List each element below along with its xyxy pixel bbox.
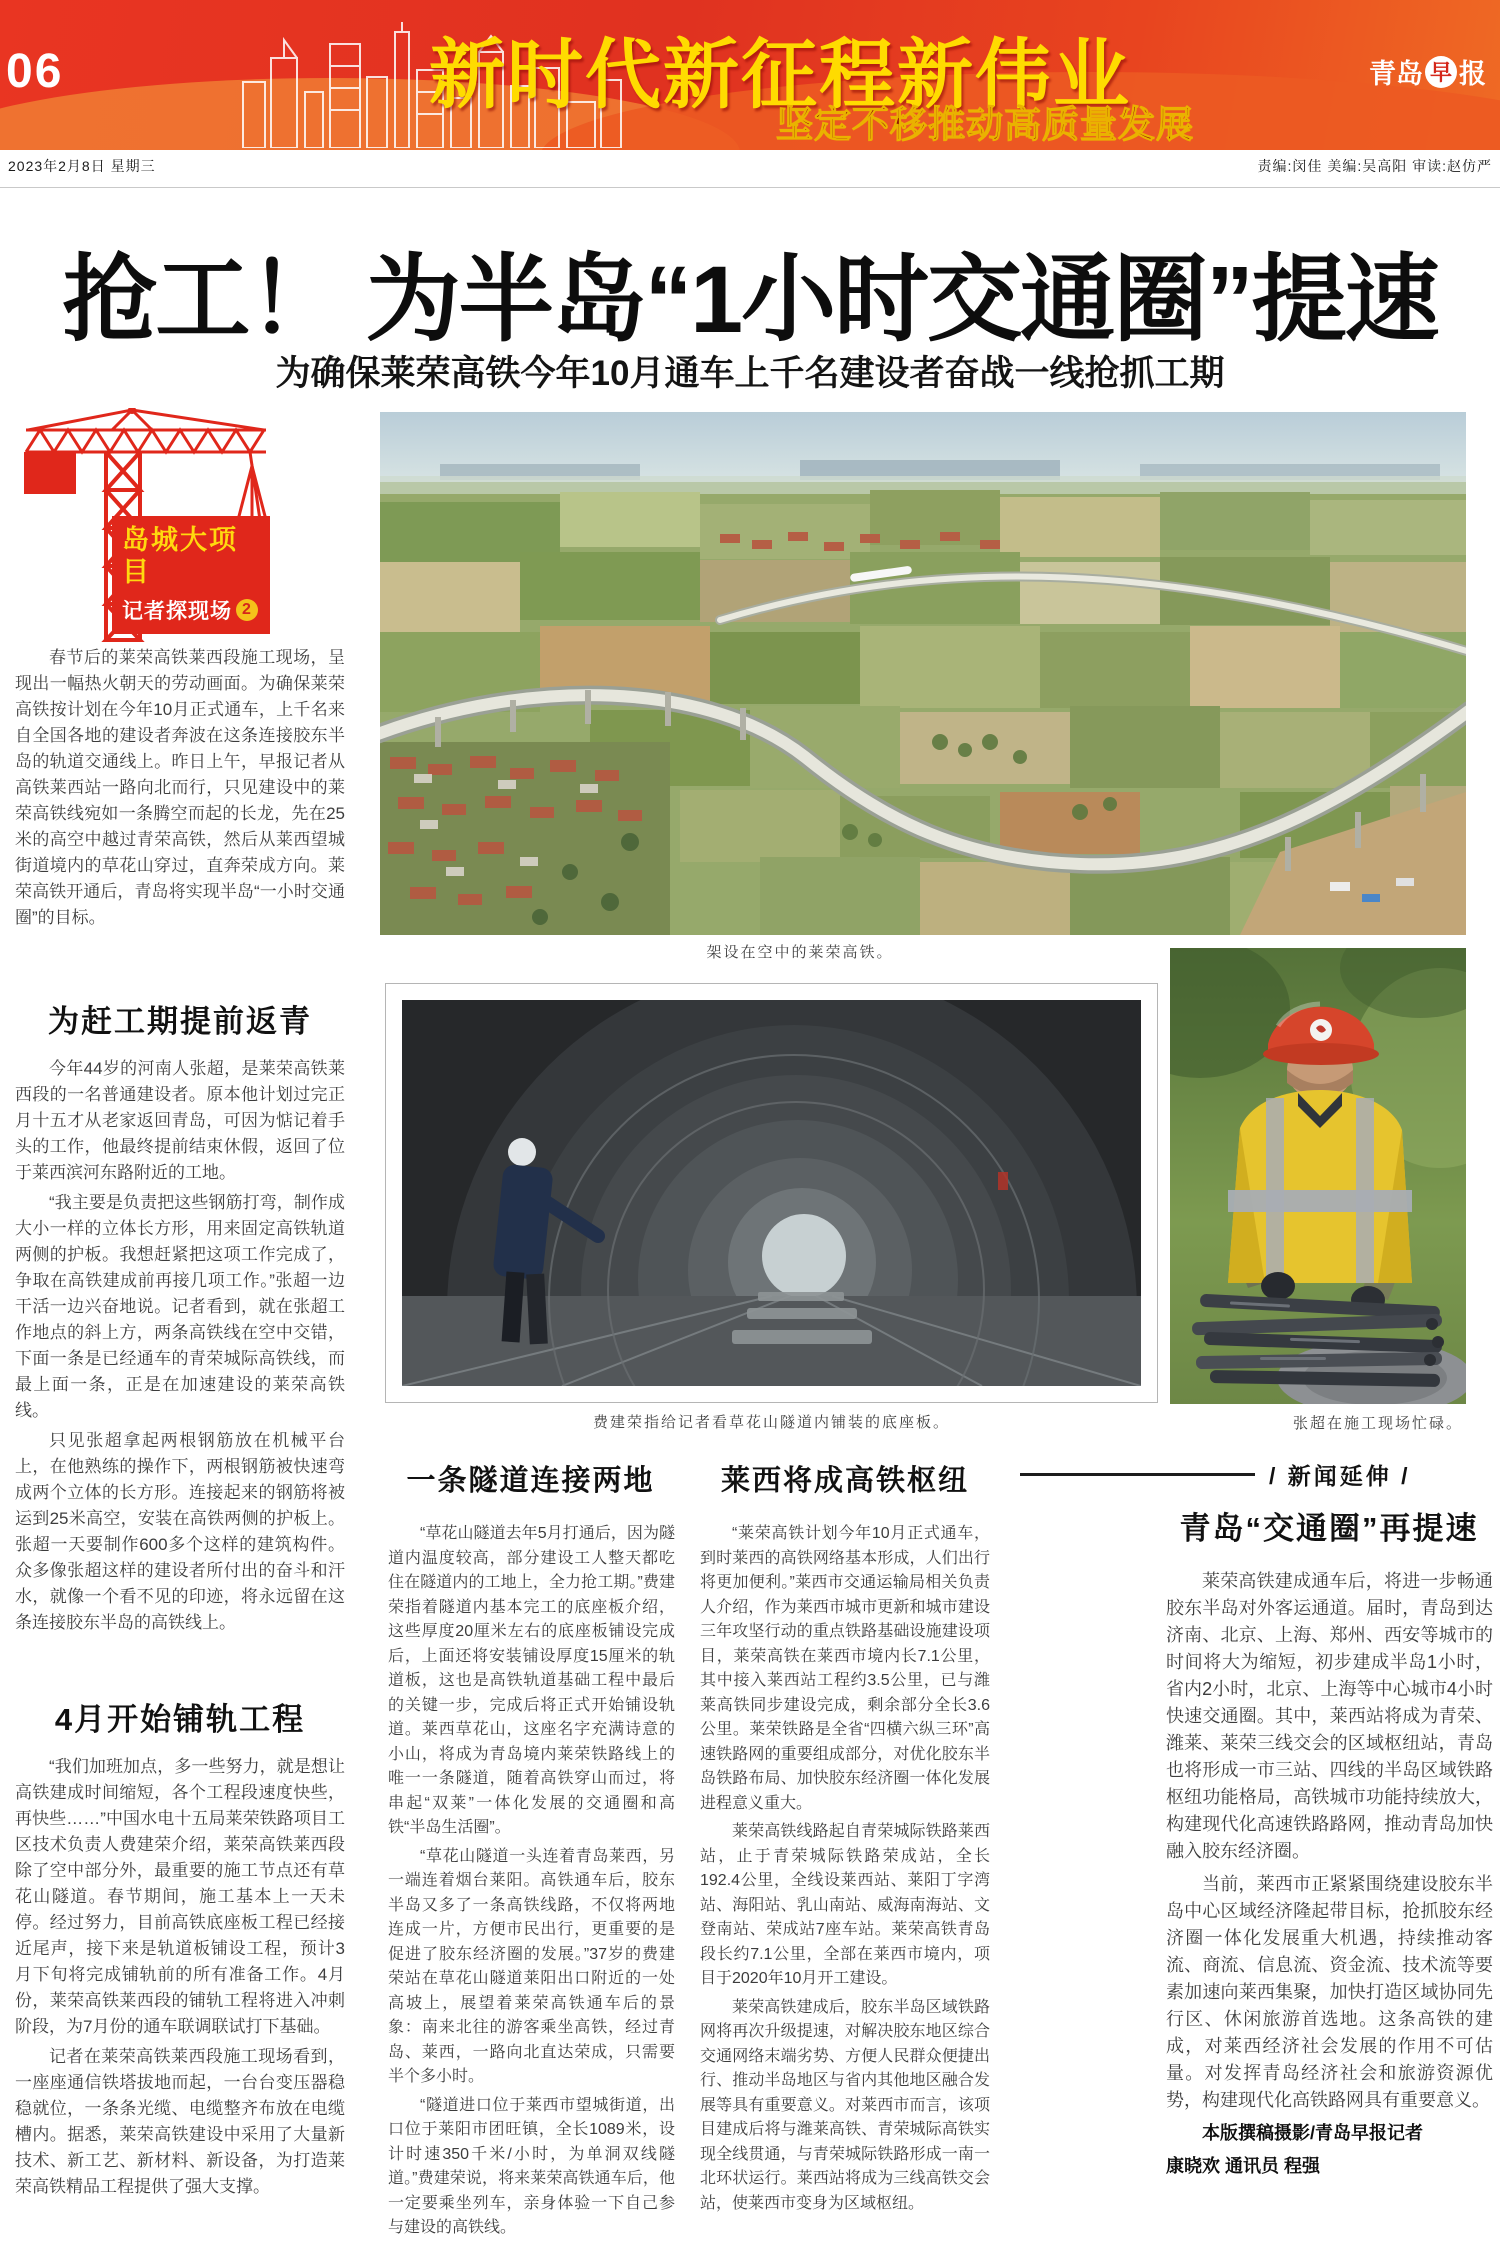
sub-headline: 为确保莱荣高铁今年10月通车上千名建设者奋战一线抢抓工期 <box>275 354 1225 393</box>
tunnel-photo-frame <box>385 983 1158 1403</box>
paragraph: 记者在莱荣高铁莱西段施工现场看到，一座座通信铁塔拔地而起，一台台变压器稳稳就位，一条条光缆、电缆整齐布放在电缆槽内。据悉，莱荣高铁建设中采用了大量新技术、新工艺、新材料、新设备，为打造莱荣高铁精品工程提供了强大支撑。 <box>15 2047 345 2196</box>
paragraph: “隧道进口位于莱西市望城街道，出口位于莱阳市团旺镇，全长1089米，设计时速350千米/小时，为单洞双线隧道。”费建荣说，将来莱荣高铁通车后，他一定要乘坐列车，亲身体验一下自己参与建设的高铁线。 <box>388 2096 675 2236</box>
series-badge <box>112 516 270 634</box>
paragraph: “草花山隧道去年5月打通后，因为隧道内温度较高，部分建设工人整天都吃住在隧道内的工地上，全力抢工期。”费建荣指着隧道内基本完工的底座板介绍，这些厚度20厘米左右的底座板铺设完成后，上面还将安装铺设厚度15厘米的轨道板，这也是高铁轨道基础工程中最后的关键一步，完成后将正式开始铺设轨道。莱西草花山，这座名字充满诗意的小山，将成为青岛境内莱荣铁路线上的唯一一条隧道，随着高铁穿山而过，将串起“双莱”一体化发展的交通圈和高铁“半岛生活圈”。 <box>388 1525 675 1836</box>
paragraph: 莱荣高铁建成后，胶东半岛区域铁路网将再次升级提速，对解决胶东地区综合交通网络末端劣势、方便人民群众便捷出行、推动半岛地区与省内其他地区融合发展等具有重要意义。对莱西市而言，该项目建成后将与潍莱高铁、青荣城际高铁实现全线贯通，与青荣城际铁路形成一南一北环状运行。莱西站将成为三线高铁交会站，使莱西市变身为区域枢纽。 <box>700 1998 990 2212</box>
tunnel-photo <box>402 1000 1141 1386</box>
masthead-prefix: 青岛 <box>1369 59 1423 89</box>
section-heading-tracklaying: 4月开始铺轨工程 <box>54 1702 306 1737</box>
paragraph: 莱荣高铁线路起自青荣城际铁路莱西站，止于青荣城际铁路荣成站，全长192.4公里，全线设莱西站、莱阳丁字湾站、海阳站、乳山南站、威海南海站、文登南站、荣成站7座车站。莱荣高铁青岛段长约7.1公里，全部在莱西市境内，项目于2020年10月开工建设。 <box>700 1823 990 1987</box>
byline-credit-1: 本版撰稿摄影/青岛早报记者 <box>1202 2123 1423 2143</box>
editors-line: 责编:闵佳 美编:吴高阳 审读:赵仿严 <box>1257 158 1492 174</box>
lead-text: 春节后的莱荣高铁莱西段施工现场，呈现出一幅热火朝天的劳动画面。为确保莱荣高铁按计划在今年10月正式通车，上千名来自全国各地的建设者奔波在这条连接胶东半岛的轨道交通线上。昨日上午，早报记者从高铁莱西站一路向北而行，只见建设中的莱荣高铁线宛如一条腾空而起的长龙，先在25米的高空中越过青荣高铁，然后从莱西望城街道境内的草花山穿过，直奔荣成方向。莱荣高铁开通后，青岛将实现半岛“一小时交通圈”的目标。 <box>15 648 345 927</box>
worker-photo-caption: 张超在施工现场忙碌。 <box>1292 1415 1463 1432</box>
distant-city <box>380 460 1466 494</box>
paragraph: 当前，莱西市正紧紧围绕建设胶东半岛中心区域经济隆起带目标，抢抓胶东经济圈一体化发展重大机遇，持续推动客流、商流、信息流、资金流、技术流等要素加速向莱西集聚，加快打造区域协同先行区、休闲旅游首选地。这条高铁的建成，对莱西经济社会发展的作用不可估量。对发挥青岛经济社会和旅游资源优势，构建现代化高铁路网具有重要意义。 <box>1166 1874 1493 2110</box>
lead-paragraph <box>15 645 345 935</box>
section-heading-hub: 莱西将成高铁枢纽 <box>720 1465 969 1497</box>
masthead-circle-glyph: 早 <box>1425 56 1457 88</box>
section-body-hub <box>700 1522 990 2220</box>
banner-subtitle: 坚定不移推动高质量发展 <box>776 104 1194 145</box>
series-badge-subtitle-text: 记者探现场 <box>122 599 232 623</box>
paragraph: “我主要是负责把这些钢筋打弯，制作成大小一样的立体长方形，用来固定高铁轨道两侧的护板。我想赶紧把这项工作完成了，争取在高铁建成前再接几项工作。”张超一边干活一边兴奋地说。记者看到，就在张超工作地点的斜上方，两条高铁线在空中交错，下面一条是已经通车的青荣城际高铁线，而最上面一条，正是在加速建设的莱荣高铁线。 <box>15 1193 345 1420</box>
aerial-photo-caption: 架设在空中的莱荣高铁。 <box>706 944 894 961</box>
village-cluster-bottom-left <box>380 742 670 935</box>
section-body-tunnel <box>388 1522 675 2243</box>
paragraph: 今年44岁的河南人张超，是莱荣高铁莱西段的一名普通建设者。原本他计划过完正月十五才从老家返回青岛，可因为惦记着手头的工作，他最终提前结束休假，返回了位于莱西滨河东路附近的工地。 <box>15 1059 345 1182</box>
worker-photo <box>1170 948 1466 1404</box>
section-body-return <box>15 1056 345 1640</box>
series-badge-subtitle <box>122 595 262 625</box>
paragraph: “我们加班加点，多一些努力，就是想让高铁建成时间缩短，各个工程段速度快些，再快些……”中国水电十五局莱荣铁路项目工区技术负责人费建荣介绍，莱荣高铁莱西段除了空中部分外，最重要的施工节点还有草花山隧道。春节期间，施工基本上一天未停。经过努力，目前高铁底座板工程已经接近尾声，接下来是轨道板铺设工程，预计3月下旬将完成铺轨前的所有准备工作。4月份，莱荣高铁莱西段的铺轨工程将进入冲刺阶段，为7月份的通车联调联试打下基础。 <box>15 1757 345 2036</box>
page-number: 06 <box>6 45 64 98</box>
section-heading-speedup: 青岛“交通圈”再提速 <box>1179 1511 1479 1546</box>
section-body-speedup <box>1166 1568 1493 2186</box>
top-banner <box>0 0 1500 150</box>
section-heading-tunnel: 一条隧道连接两地 <box>406 1465 655 1497</box>
section-heading-return: 为赶工期提前返青 <box>48 1004 312 1039</box>
paragraph: “草花山隧道一头连着青岛莱西，另一端连着烟台莱阳。高铁通车后，胶东半岛又多了一条高铁线路，不仅将两地连成一片，方便市民出行，更重要的是促进了胶东经济圈的发展。”37岁的费建荣站在草花山隧道莱阳出口附近的一处高坡上，展望着莱荣高铁通车后的景象：南来北往的游客乘坐高铁，经过青岛、莱西，一路向北直达荣成，只需要半个多小时。 <box>388 1847 675 2085</box>
byline-credit-2: 康晓欢 通讯员 程强 <box>1166 2156 1321 2176</box>
tunnel-photo-caption: 费建荣指给记者看草花山隧道内铺装的底座板。 <box>592 1414 950 1431</box>
masthead-suffix: 报 <box>1459 59 1486 89</box>
banner-title: 新时代新征程新伟业 <box>429 33 1131 118</box>
series-number-badge: 2 <box>236 599 258 621</box>
newspaper-masthead-logo <box>1369 52 1486 91</box>
issue-date: 2023年2月8日 星期三 <box>8 158 156 174</box>
series-badge-title: 岛城大项目 <box>122 525 238 588</box>
aerial-railway-photo <box>380 412 1466 935</box>
extension-rule <box>1020 1473 1255 1476</box>
section-body-tracklaying <box>15 1754 345 2204</box>
paragraph: 莱荣高铁建成通车后，将进一步畅通胶东半岛对外客运通道。届时，青岛到达济南、北京、上海、郑州、西安等城市的时间将大为缩短，初步建成半岛1小时，省内2小时，北京、上海等中心城市4小时快速交通圈。其中，莱西站将成为青荣、潍莱、莱荣三线交会的区域枢纽站，青岛也将形成一市三站、四线的半岛区域铁路枢纽功能格局，高铁城市功能持续放大，构建现代化高速铁路路网，推动青岛加快融入胶东经济圈。 <box>1166 1571 1493 1861</box>
paragraph: “莱荣高铁计划今年10月正式通车，到时莱西的高铁网络基本形成，人们出行将更加便利。”莱西市交通运输局相关负责人介绍，作为莱西市城市更新和城市建设三年攻坚行动的重点铁路基础设施建设项目，莱荣高铁在莱西市境内长7.1公里，其中接入莱西站工程约3.5公里，已与潍莱高铁同步建设完成，剩余部分全长3.6公里。莱荣铁路是全省“四横六纵三环”高速铁路网的重要组成部分，对优化胶东半岛铁路布局、加快胶东经济圈一体化发展进程意义重大。 <box>700 1525 990 1812</box>
paragraph: 只见张超拿起两根钢筋放在机械平台上，在他熟练的操作下，两根钢筋被快速弯成两个立体的长方形。连接起来的钢筋将被运到25米高空，安装在高铁两侧的护板上。张超一天要制作600多个这样的建筑构件。众多像张超这样的建设者所付出的奋斗和汗水，就像一个看不见的印迹，将永远留在这条连接胶东半岛的高铁线上。 <box>15 1431 345 1632</box>
header-divider <box>0 187 1500 188</box>
news-extension-label-row <box>1020 1458 1410 1491</box>
extension-label: / 新闻延伸 / <box>1269 1463 1411 1489</box>
main-headline: 抢工！ 为半岛“1小时交通圈”提速 <box>62 247 1438 353</box>
